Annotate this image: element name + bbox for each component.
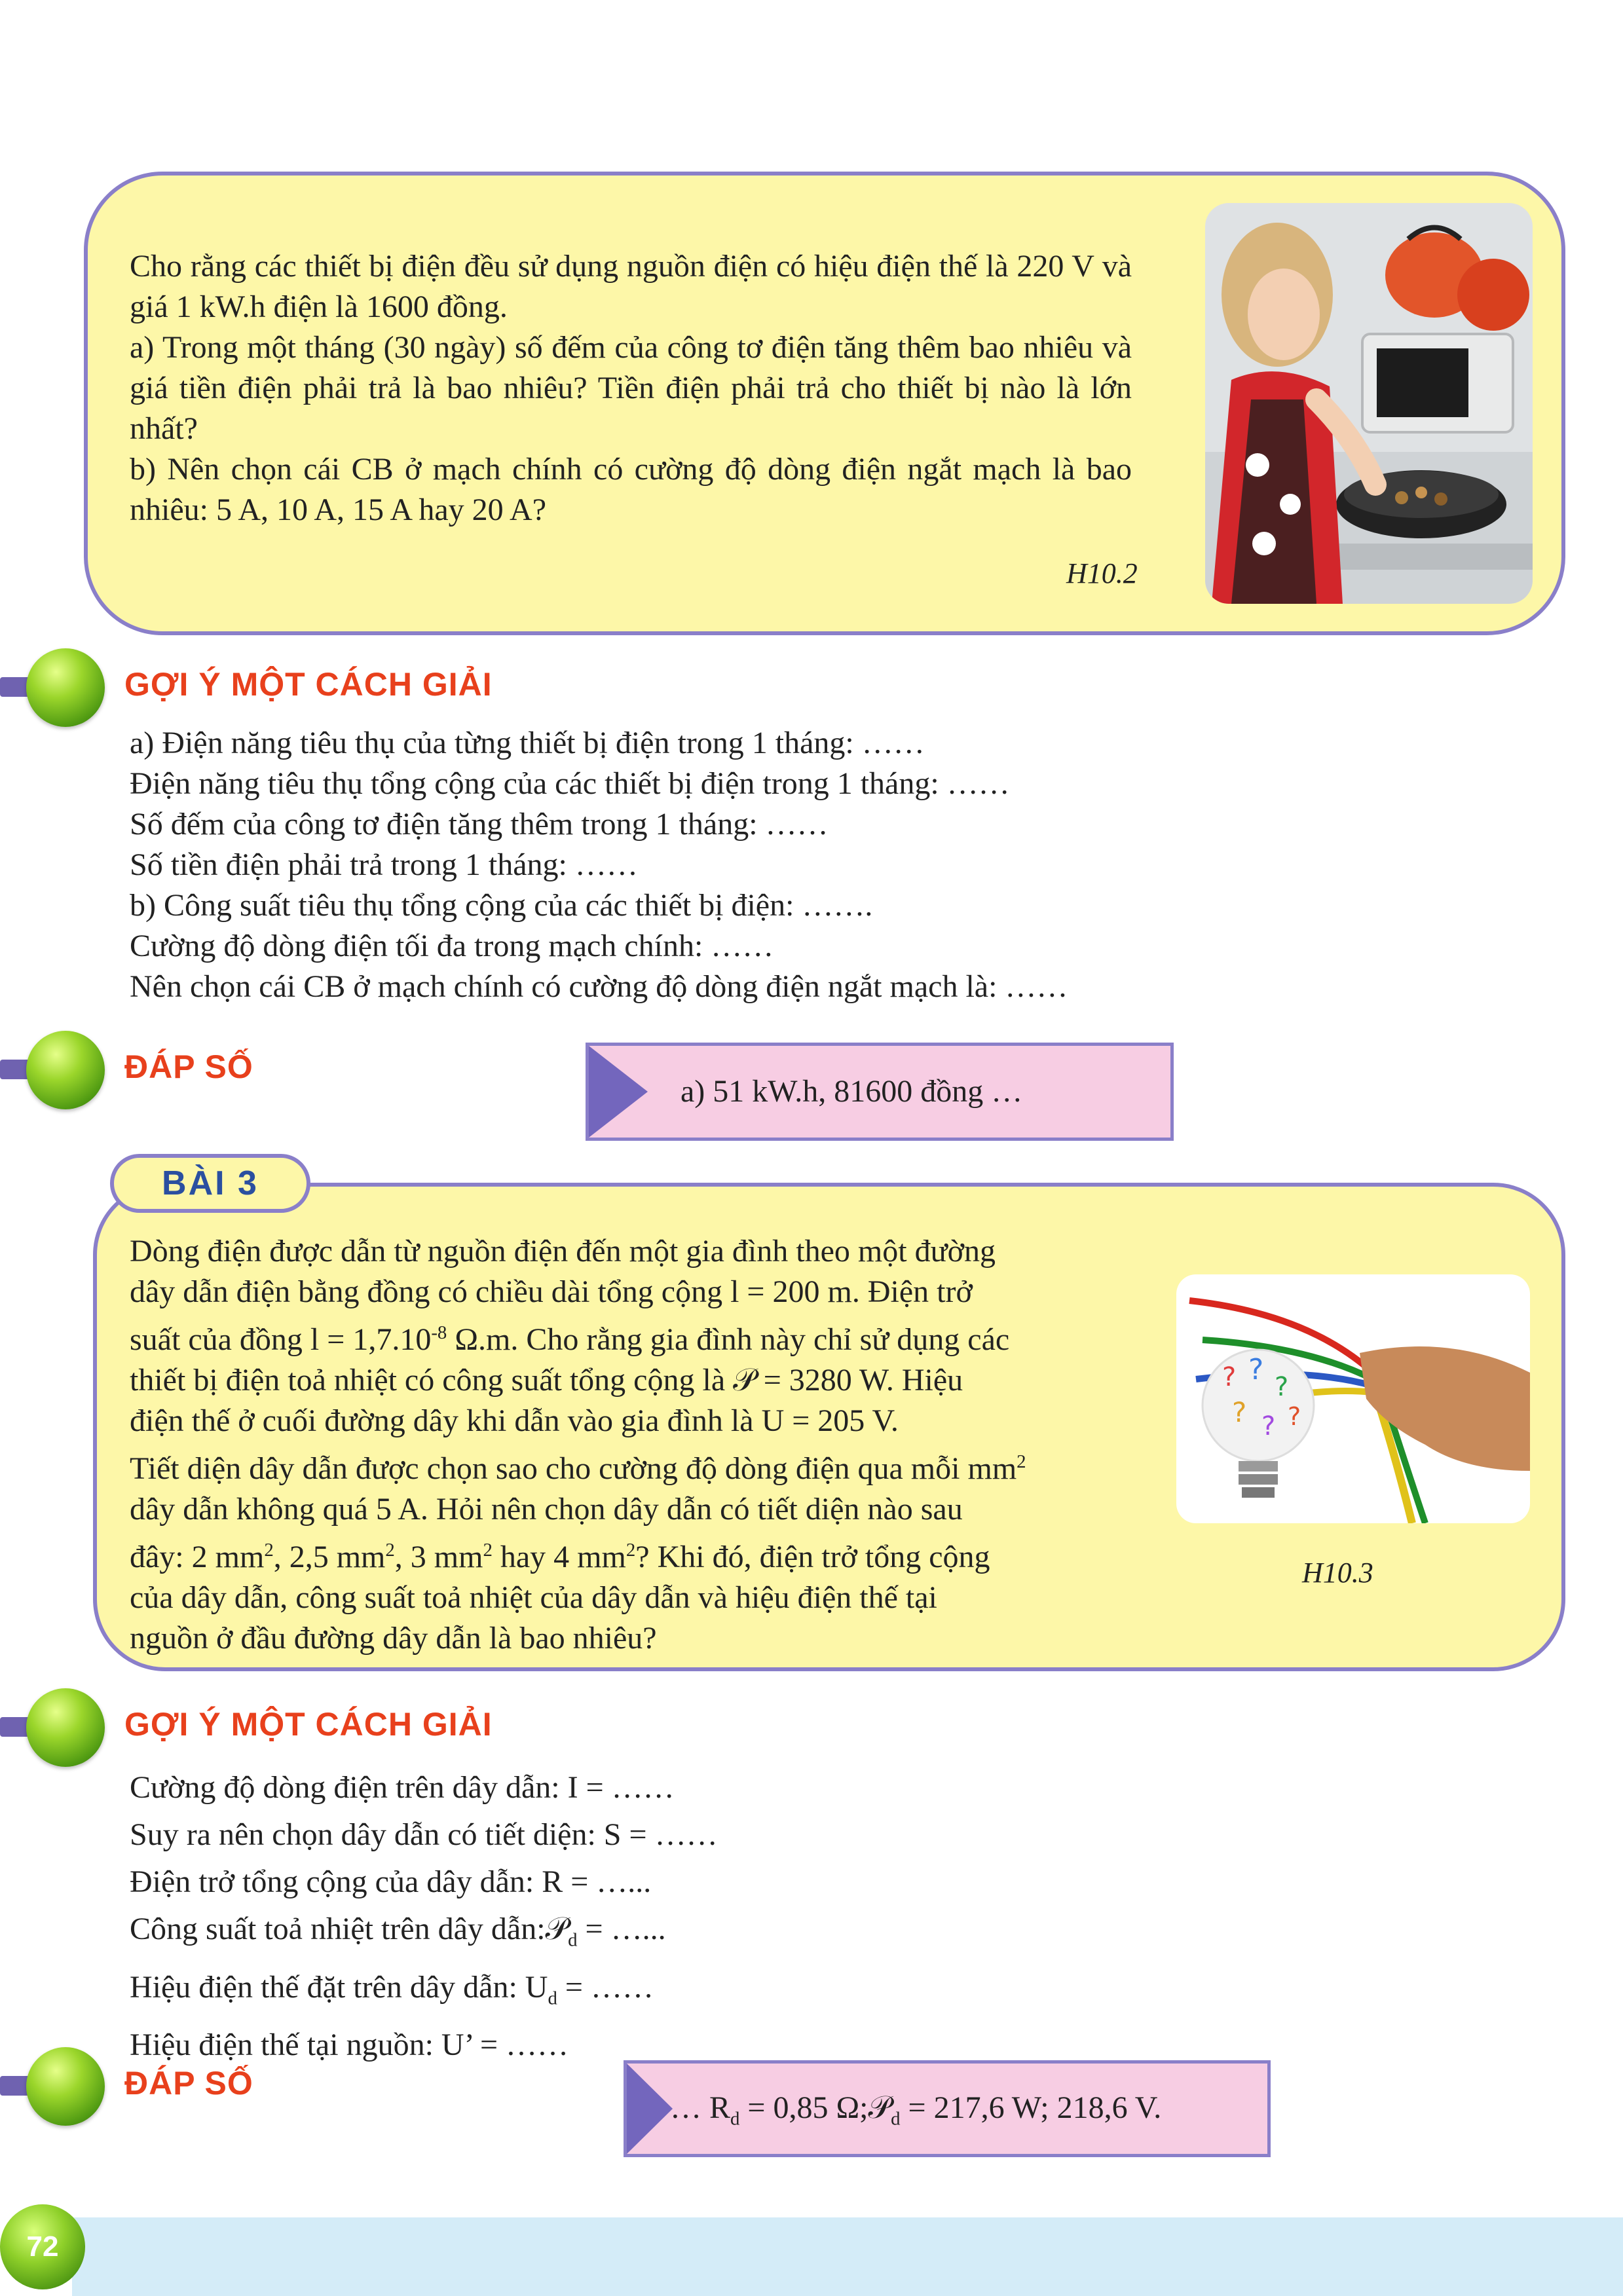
hint-heading-3 [0, 1688, 589, 1767]
hint-3-line: Điện trở tổng cộng của dây dẫn: R = …... [130, 1864, 652, 1899]
figure-caption-h10-2: H10.2 [1066, 557, 1138, 589]
hint-2-line: Số đếm của công tơ điện tăng thêm trong 1 tháng: …… [130, 807, 829, 842]
hint-3-line: Hiệu điện thế tại nguồn: U’ = …… [130, 2028, 569, 2063]
problem-3-tab: BÀI 3 [110, 1154, 310, 1213]
hint-2-title: GỢI Ý MỘT CÁCH GIẢI [124, 666, 493, 703]
figure-caption-h10-3: H10.3 [1302, 1557, 1373, 1589]
svg-text:?: ? [1222, 1362, 1237, 1392]
hint-3-title: GỢI Ý MỘT CÁCH GIẢI [124, 1706, 493, 1743]
answer-3-value: … $R_d = 0,85$ Ω;𝒫$_d$ = 217,6 W; 218,6 V. [670, 2090, 1162, 2130]
problem-3-line: dây dẫn điện bằng đồng có chiều dài tổng cộng l = 200 m. Điện trở [130, 1274, 973, 1309]
problem-3-line: đây: 2 $mm^2$, 2,5 $mm^2$, 3 $mm^2$ hay 4 $mm^2$? Khi đó, điện trở tổng cộng [130, 1540, 990, 1574]
problem-3-line: dây dẫn không quá 5 A. Hỏi nên chọn dây dẫn có tiết diện nào sau [130, 1492, 963, 1527]
hint-3-line: Hiệu điện thế đặt trên dây dẫn: $U_d$ = …… [130, 1969, 654, 2009]
answer-2-value: a) 51 kW.h, 81600 đồng … [681, 1074, 1023, 1109]
photo-girl-cooking [1205, 203, 1533, 604]
problem-3-line: nguồn ở đầu đường dây dẫn là bao nhiêu? [130, 1621, 657, 1656]
problem-3-line: điện thế ở cuối đường dây khi dẫn vào gia đình là U = 205 V. [130, 1403, 899, 1438]
green-ball-icon [26, 648, 105, 727]
answer-arrow-icon [589, 1046, 648, 1138]
page-number: 72 [0, 2204, 85, 2289]
hint-3-lines [130, 1764, 718, 2069]
svg-text:?: ? [1261, 1411, 1276, 1441]
hint-2-line: b) Công suất tiêu thụ tổng cộng của các thiết bị điện: ……. [130, 888, 873, 923]
svg-text:?: ? [1275, 1372, 1289, 1402]
footer-band [72, 2217, 1623, 2296]
answer-arrow-icon [627, 2064, 673, 2154]
problem-3-text [130, 1231, 1132, 1659]
problem-3-line: Dòng điện được dẫn từ nguồn điện đến một gia đình theo một đường [130, 1234, 996, 1268]
svg-text:?: ? [1288, 1402, 1301, 1431]
answer-box-3 [624, 2060, 1271, 2157]
hint-2-line: Điện năng tiêu thụ tổng cộng của các thiết bị điện trong 1 tháng: …… [130, 766, 1010, 801]
hint-2-line: Nên chọn cái CB ở mạch chính có cường độ dòng điện ngắt mạch là: …… [130, 969, 1068, 1004]
problem-2-text [130, 246, 1132, 530]
girl-cooking-illustration [1205, 203, 1533, 604]
hint-2-line: a) Điện năng tiêu thụ của từng thiết bị điện trong 1 tháng: …… [130, 726, 925, 760]
svg-text:?: ? [1248, 1353, 1264, 1386]
problem-2-part-b: b) Nên chọn cái CB ở mạch chính có cường độ dòng điện ngắt mạch là bao nhiêu: 5 A, 10 A, 15 A hay 20 A? [130, 452, 1132, 527]
green-ball-icon [26, 1031, 105, 1109]
hint-2-lines [130, 723, 1068, 1007]
answer-heading-3 [0, 2047, 393, 2126]
problem-2-intro: Cho rằng các thiết bị điện đều sử dụng nguồn điện có hiệu điện thế là 220 V và giá 1 kW.h điện là 1600 đồng. [130, 249, 1132, 324]
hint-heading-2 [0, 648, 589, 727]
hint-3-line: Suy ra nên chọn dây dẫn có tiết diện: S = …… [130, 1817, 718, 1852]
problem-3-line: thiết bị điện toả nhiệt có công suất tổng cộng là 𝒫 = 3280 W. Hiệu [130, 1363, 963, 1398]
problem-2-part-a: a) Trong một tháng (30 ngày) số đếm của công tơ điện tăng thêm bao nhiêu và giá tiền điện phải trả là bao nhiêu? Tiền điện phải trả cho thiết bị nào là lớn nhất? [130, 330, 1132, 446]
answer-2-title: ĐÁP SỐ [124, 1048, 253, 1085]
green-ball-icon [26, 2047, 105, 2126]
hint-3-line: Cường độ dòng điện trên dây dẫn: I = …… [130, 1770, 675, 1805]
green-ball-icon [26, 1688, 105, 1767]
photo-wires-bulb [1176, 1274, 1530, 1523]
answer-box-2 [586, 1043, 1174, 1141]
svg-text:?: ? [1232, 1396, 1247, 1428]
hint-3-line: Công suất toả nhiệt trên dây dẫn:𝒫$_d$ = …... [130, 1912, 666, 1951]
hint-2-line: Cường độ dòng điện tối đa trong mạch chính: …… [130, 929, 774, 963]
answer-heading-2 [0, 1031, 393, 1109]
problem-3-line: Tiết diện dây dẫn được chọn sao cho cường độ dòng điện qua mỗi $mm^2$ [130, 1451, 1026, 1486]
hint-2-line: Số tiền điện phải trả trong 1 tháng: …… [130, 847, 638, 882]
problem-3-line: suất của đồng $l = 1,7.10^{-8}$ Ω.m. Cho rằng gia đình này chỉ sử dụng các [130, 1322, 1010, 1357]
answer-3-title: ĐÁP SỐ [124, 2065, 253, 2102]
wires-bulb-illustration [1176, 1274, 1530, 1523]
problem-3-line: của dây dẫn, công suất toả nhiệt của dây dẫn và hiệu điện thế tại [130, 1580, 937, 1615]
